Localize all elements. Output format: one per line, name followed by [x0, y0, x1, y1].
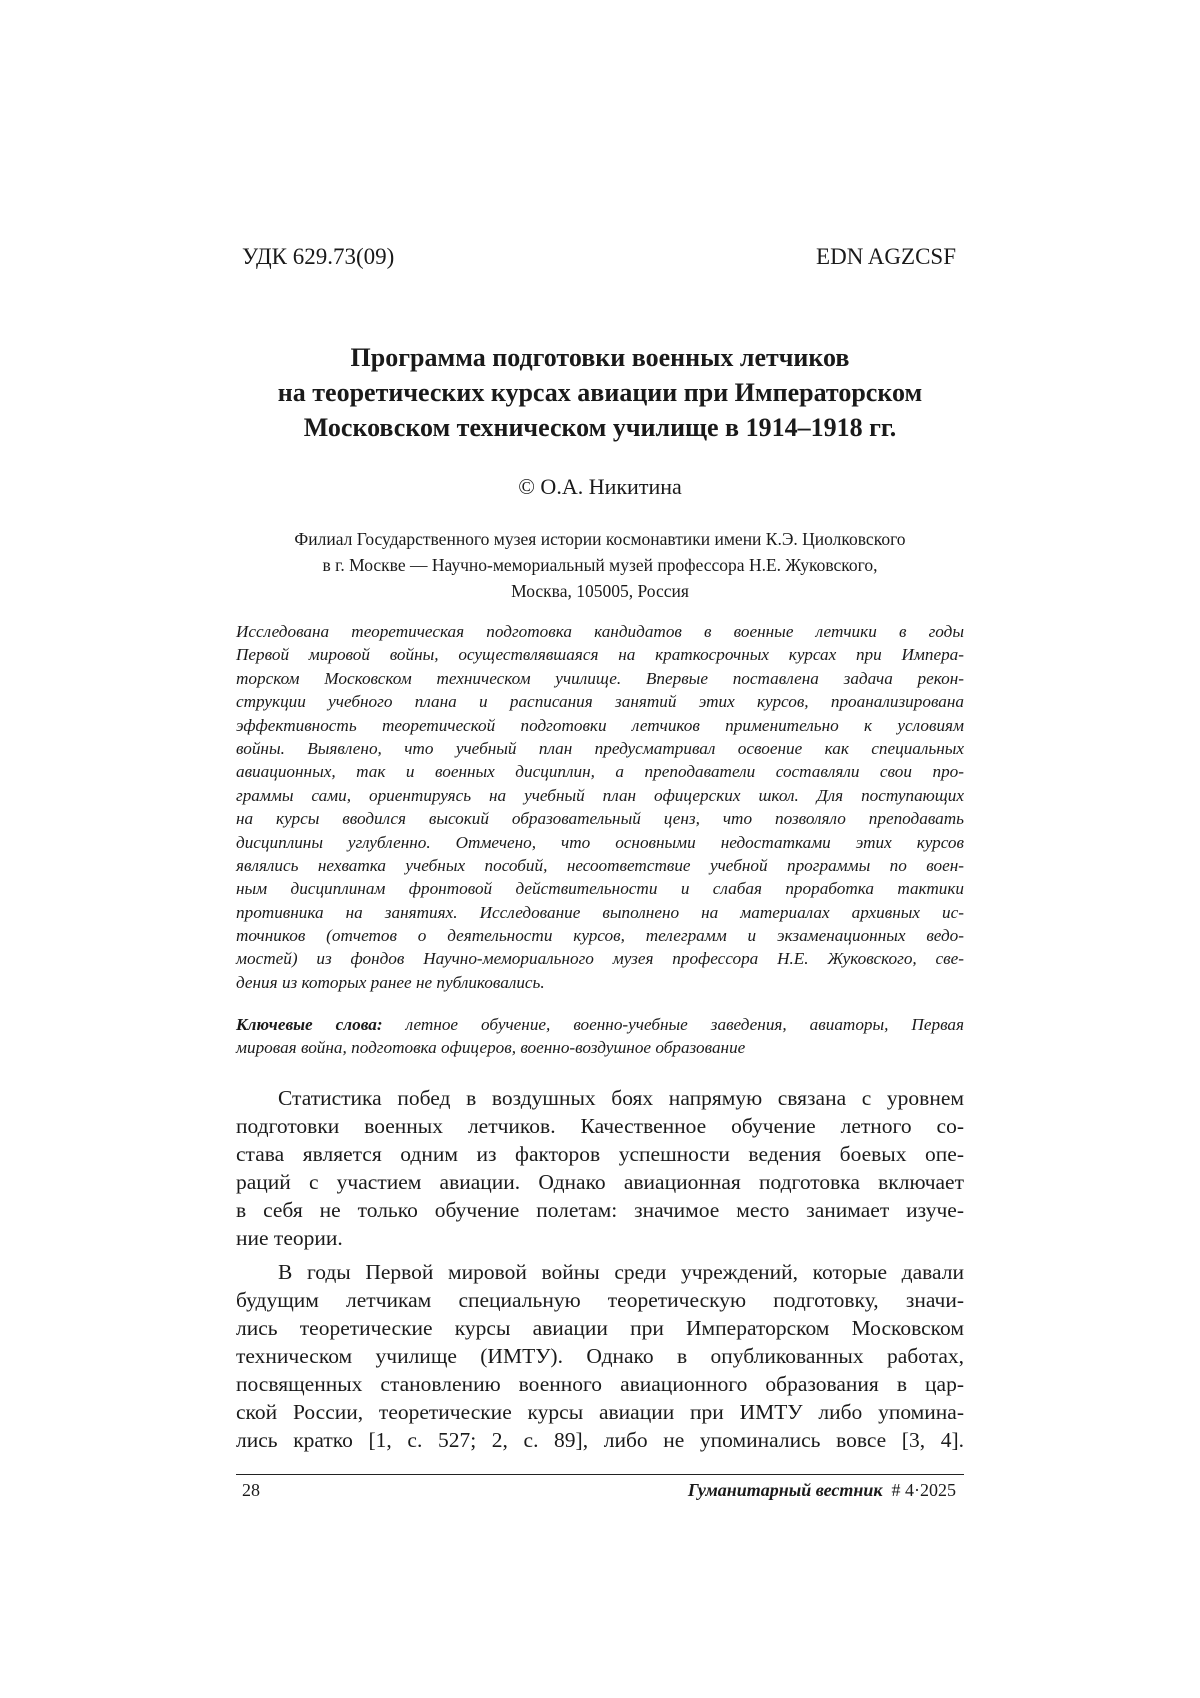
udk-code: УДК 629.73(09): [242, 244, 395, 269]
abstract-line: Первой мировой войны, осуществлявшаяся на краткосрочных курсах при Импера-: [236, 645, 964, 665]
abstract-line: торском Московском техническом училище. Впервые поставлена задача рекон-: [236, 668, 964, 688]
abstract-line: эффективность теоретической подготовки летчиков применительно к условиям: [236, 715, 964, 735]
paragraph: [236, 1084, 964, 1252]
abstract-line: противника на занятиях. Исследование выполнено на материалах архивных ис-: [236, 902, 964, 922]
abstract-line: дения из которых ранее не публиковались.: [236, 972, 545, 992]
abstract-line: точников (отчетов о деятельности курсов, телеграмм и экзаменационных ведо-: [236, 926, 964, 946]
header-row: [236, 244, 964, 274]
body-line: лись кратко [1, с. 527; 2, с. 89], либо не упоминались вовсе [3, 4].: [236, 1428, 964, 1452]
body-line: в себя не только обучение полетам: значимое место занимает изуче-: [236, 1198, 964, 1222]
title-line: Московском техническом училище в 1914–1918 гг.: [303, 413, 897, 442]
article-title: [236, 340, 964, 445]
page-number: 28: [242, 1480, 260, 1500]
abstract-line: граммы сами, ориентируясь на учебный план офицерских школ. Для поступающих: [236, 785, 964, 805]
page-footer: [236, 1480, 964, 1506]
footer-divider: [236, 1474, 964, 1475]
body-line: раций с участием авиации. Однако авиационная подготовка включает: [236, 1170, 964, 1194]
body-line: будущим летчикам специальную теоретическую подготовку, значи-: [236, 1288, 964, 1312]
paragraph: [236, 1258, 964, 1454]
journal-issue: # 4·2025: [891, 1480, 956, 1500]
body-line: Статистика побед в воздушных боях напрямую связана с уровнем: [278, 1086, 964, 1110]
abstract-line: мостей) из фондов Научно-мемориального музея профессора Н.Е. Жуковского, све-: [236, 949, 964, 969]
journal-info: [688, 1480, 956, 1501]
abstract-line: дисциплины углубленно. Отмечено, что основными недостатками этих курсов: [236, 832, 964, 852]
abstract-line: войны. Выявлено, что учебный план предусматривал освоение как специальных: [236, 738, 964, 758]
abstract-line: ным дисциплинам фронтовой действительности и слабая проработка тактики: [236, 879, 964, 899]
keywords-line: [236, 1013, 964, 1036]
body-line: ние теории.: [236, 1226, 343, 1250]
title-line: Программа подготовки военных летчиков: [350, 343, 850, 372]
author: © О.А. Никитина: [518, 474, 682, 499]
keywords-text: летное обучение, военно-учебные заведения, авиаторы, Первая: [405, 1015, 964, 1034]
body-line: лись теоретические курсы авиации при Императорском Московском: [236, 1316, 964, 1340]
journal-name: Гуманитарный вестник: [687, 1480, 883, 1500]
body-line: става является одним из факторов успешности ведения боевых опе-: [236, 1142, 964, 1166]
body-text: [236, 1084, 964, 1460]
affiliation-line: Филиал Государственного музея истории космонавтики имени К.Э. Циолковского: [294, 529, 906, 549]
body-line: посвященных становлению военного авиационного образования в цар-: [236, 1372, 964, 1396]
body-line: В годы Первой мировой войны среди учреждений, которые давали: [278, 1260, 964, 1284]
keywords-line: мировая война, подготовка офицеров, военно-воздушное образование: [236, 1038, 746, 1058]
body-line: техническом училище (ИМТУ). Однако в опубликованных работах,: [236, 1344, 964, 1368]
abstract-line: авиационных, так и военных дисциплин, а преподаватели составляли свои про-: [236, 762, 964, 782]
abstract-line: струкции учебного плана и расписания занятий этих курсов, проанализирована: [236, 692, 964, 712]
edn-code: EDN AGZCSF: [816, 244, 956, 269]
abstract-line: Исследована теоретическая подготовка кандидатов в военные летчики в годы: [236, 622, 964, 641]
abstract-line: являлись нехватка учебных пособий, несоответствие учебной программы по воен-: [236, 855, 964, 875]
keywords-label: Ключевые слова:: [236, 1015, 383, 1034]
body-line: ской России, теоретические курсы авиации при ИМТУ либо упомина-: [236, 1400, 964, 1424]
keywords: [236, 1013, 964, 1060]
affiliation-line: Москва, 105005, Россия: [511, 581, 689, 601]
abstract: [236, 620, 964, 994]
affiliation-line: в г. Москве — Научно-мемориальный музей профессора Н.Е. Жуковского,: [322, 555, 878, 575]
affiliation: [236, 526, 964, 604]
title-line: на теоретических курсах авиации при Императорском: [277, 378, 923, 407]
abstract-line: на курсы вводился высокий образовательный ценз, что позволяло преподавать: [236, 809, 964, 829]
body-line: подготовки военных летчиков. Качественное обучение летного со-: [236, 1114, 964, 1138]
